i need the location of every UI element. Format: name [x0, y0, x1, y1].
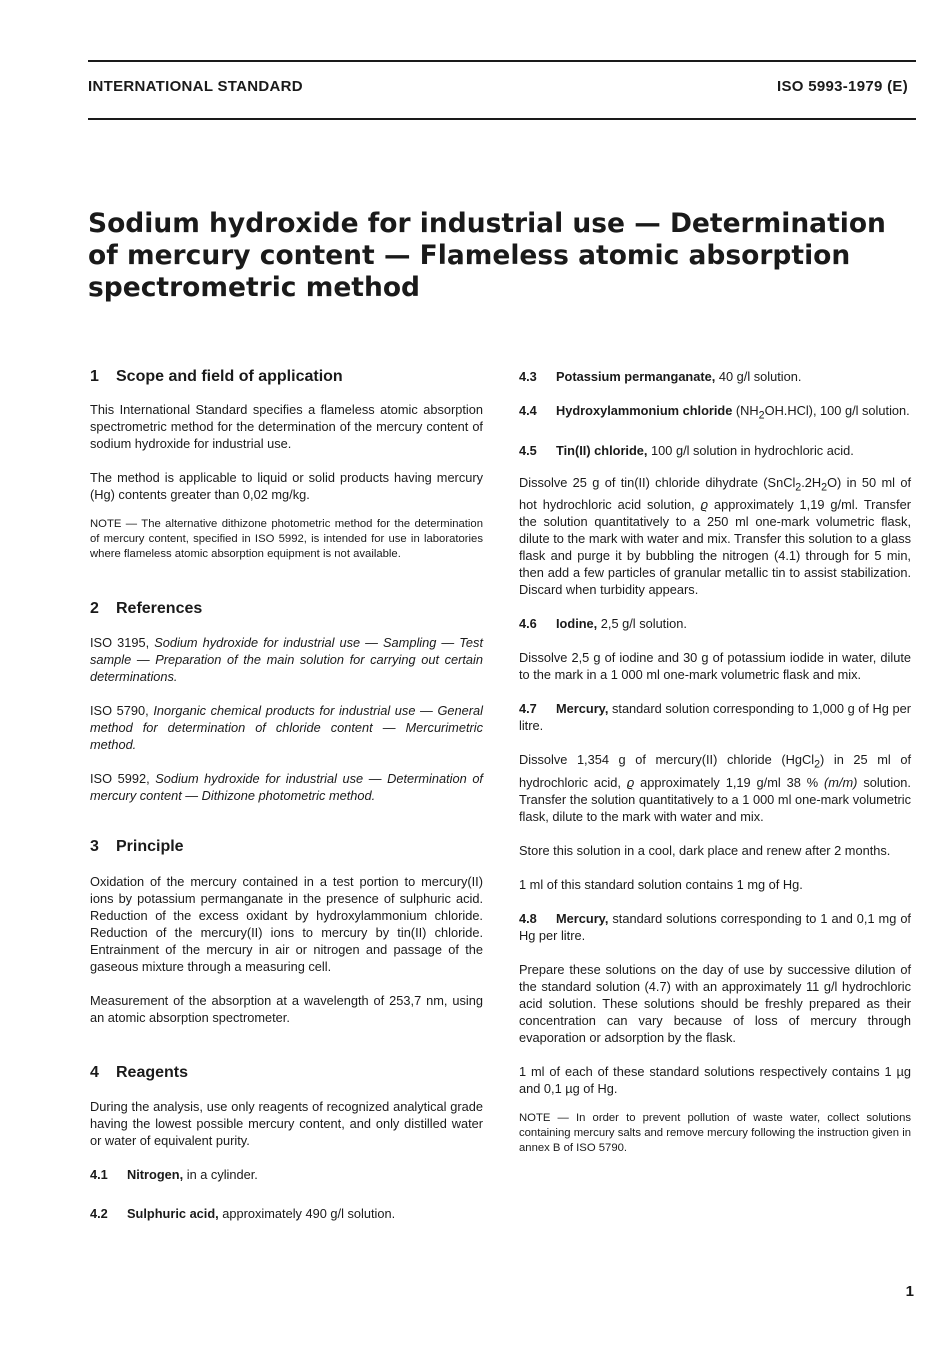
reagent-4-5-preparation: Dissolve 25 g of tin(II) chloride dihydrate $(SnCl_2.2H_2O)$ in 50 ml of hot hydrochloric acid solution, ϱ approximately 1,19 g/ml. Transfer the solution quantitatively to a 250 ml one-mark volumetric flask, dilute to the mark with water and mix. Transfer this solution to a glass flask and purge it by bubbling the nitrogen (4.1) through for 5 min, then add a few particles of granular metallic tin to assist stabilization. Discard when turbidity appears.	[519, 474, 911, 598]
applicability-paragraph: The method is applicable to liquid or solid products having mercury (Hg) contents greater than 0,02 mg/kg.	[90, 470, 483, 502]
scope-note: NOTE — The alternative dithizone photometric method for the determination of mercury content, specified in ISO 5992, is intended for use in laboratories where flameless atomic absorption equipment is not available.	[90, 518, 483, 560]
reagent-4-6-preparation: Dissolve 2,5 g of iodine and 30 g of potassium iodide in water, dilute to the mark in a 1 000 ml one-mark volumetric flask and mix.	[519, 650, 911, 683]
page-number: 1	[905, 1283, 914, 1300]
reagent-4-8-preparation: Prepare these solutions on the day of use by successive dilution of the standard solution (4.7) with an approximately 11 g/l hydrochloric acid solution. These solutions should be freshly prepared as their concentration can vary because of loss of mercury through evaporation or adsorption by the flask.	[519, 961, 911, 1045]
principle-paragraph: Oxidation of the mercury contained in a test portion to mercury(II) ions by potassium permanganate in the presence of sulphuric acid. Reduction of the excess oxidant by hydroxylammonium chloride. Reduction of the mercury(II) ions to mercury by tin(II) chloride. Entrainment of the mercury in air or nitrogen and passage of the gaseous mixture through a measuring cell.	[90, 874, 483, 974]
section-2-heading: 2 References	[90, 600, 203, 617]
reagent-4-8-content: 1 ml of each of these standard solutions respectively contains 1 µg and 0,1 µg of Hg.	[519, 1063, 911, 1096]
reagent-4-3: 4.3 Potassium permanganate, 40 g/l solution.	[519, 369, 802, 384]
section-4-heading: 4 Reagents	[90, 1064, 189, 1081]
header-rule	[88, 118, 916, 120]
reagent-4-1: 4.1 Nitrogen, in a cylinder.	[90, 1167, 258, 1182]
left-column	[90, 368, 483, 1222]
reagent-4-7-storage: Store this solution in a cool, dark place and renew after 2 months.	[519, 842, 891, 858]
reagent-4-2: 4.2 Sulphuric acid, approximately 490 g/l solution.	[90, 1206, 396, 1221]
reagent-4-7-content: 1 ml of this standard solution contains 1 mg of Hg.	[519, 876, 803, 892]
header-left: INTERNATIONAL STANDARD	[88, 78, 303, 95]
waste-water-note: NOTE — In order to prevent pollution of waste water, collect solutions containing mercury salts and remove mercury following the instruction given in annex B of ISO 5790.	[519, 1111, 911, 1154]
header-right: ISO 5993-1979 (E)	[776, 78, 908, 95]
reagent-4-7: 4.7 Mercury, standard solution corresponding to 1,000 g of Hg per litre.	[519, 701, 911, 734]
reagent-4-4: 4.4 Hydroxylammonium chloride $(NH_2OH.HCl)$, 100 g/l solution.	[519, 403, 910, 422]
reference-iso-3195: ISO 3195, Sodium hydroxide for industrial use — Sampling — Test sample — Preparation of the main solution for carrying out certain determinations.	[90, 635, 483, 684]
scope-paragraph: This International Standard specifies a flameless atomic absorption spectrometric method for the determination of the mercury content of sodium hydroxide for industrial use.	[90, 402, 483, 451]
section-1-heading: 1 Scope and field of application	[90, 368, 343, 385]
top-rule	[88, 60, 916, 62]
measurement-paragraph: Measurement of the absorption at a wavelength of 253,7 nm, using an atomic absorption spectrometer.	[90, 993, 483, 1025]
reference-iso-5992: ISO 5992, Sodium hydroxide for industrial use — Determination of mercury content — Dithizone photometric method.	[90, 771, 483, 803]
reagent-4-8: 4.8 Mercury, standard solutions corresponding to 1 and 0,1 mg of Hg per litre.	[519, 910, 911, 943]
section-3-heading: 3 Principle	[90, 838, 184, 855]
reagent-4-5: 4.5 Tin(II) chloride, 100 g/l solution in hydrochloric acid.	[519, 442, 854, 458]
reagent-4-7-preparation: Dissolve 1,354 g of mercury(II) chloride (HgCl$_2$) in 25 ml of hydrochloric acid, ϱ approximately 1,19 g/ml 38 % (m/m) solution. Transfer the solution quantitatively to a 1 000 ml one-mark volumetric flask, dilute to the mark with water and mix.	[519, 752, 911, 824]
document-title: Sodium hydroxide for industrial use — Determination of mercury content — Flameless atomic absorption spectrometric method	[88, 208, 886, 303]
right-column	[519, 368, 911, 1156]
reference-iso-5790: ISO 5790, Inorganic chemical products for industrial use — General method for determination of chloride content — Mercurimetric method.	[90, 703, 483, 752]
reagent-4-6: 4.6 Iodine, 2,5 g/l solution.	[519, 616, 687, 632]
reagents-paragraph: During the analysis, use only reagents of recognized analytical grade having the lowest possible mercury content, and only distilled water or water of equivalent purity.	[90, 1099, 483, 1148]
